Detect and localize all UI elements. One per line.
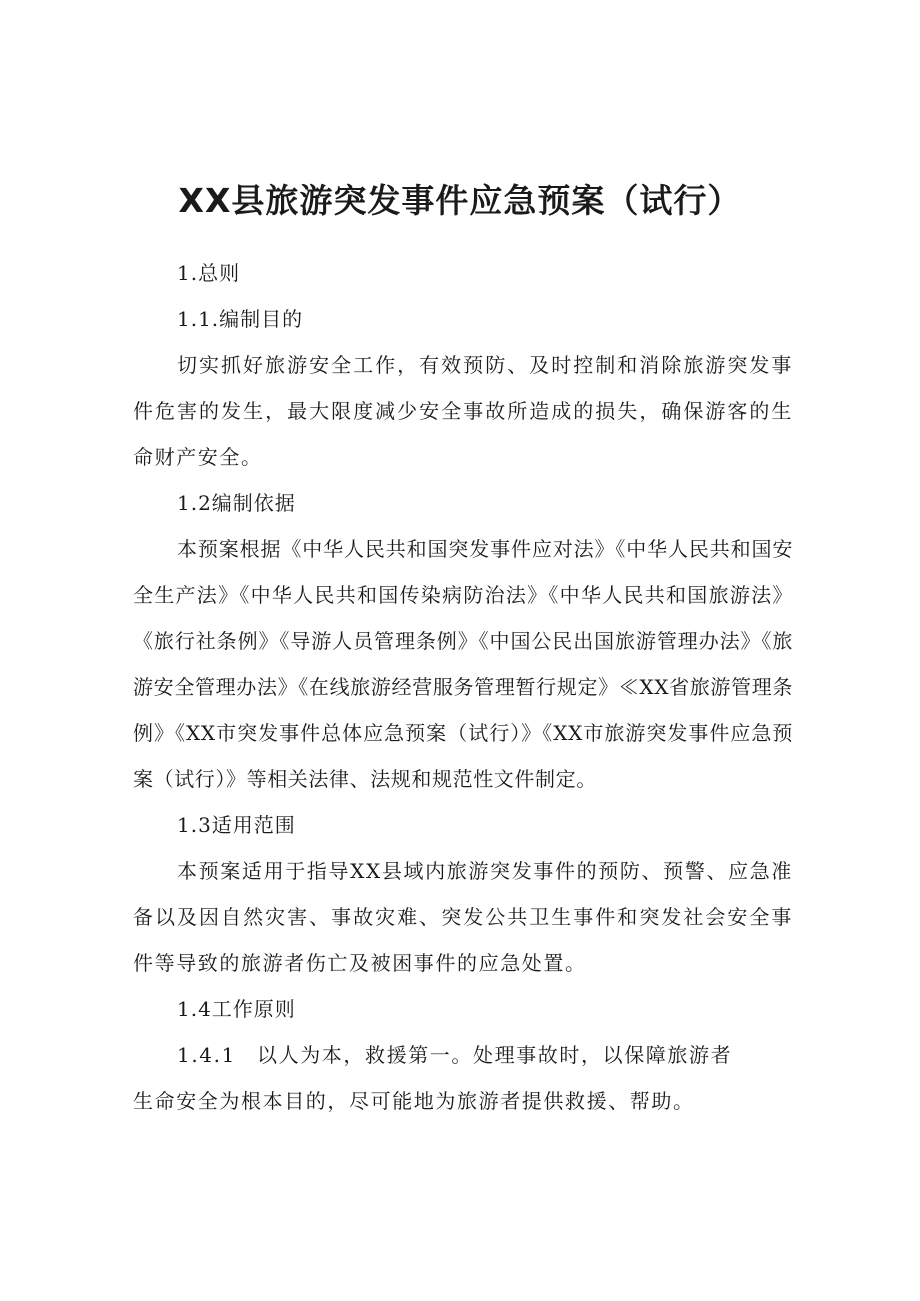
- section-heading-scope: 1.3适用范围: [177, 813, 296, 837]
- basis-paragraph: 本预案根据《中华人民共和国突发事件应对法》《中华人民共和国安全生产法》《中华人民共和国传染病防治法》《中华人民共和国旅游法》《旅行社条例》《导游人员管理条例》《中国公民出国旅游管理办法》《旅游安全管理办法》《在线旅游经营服务管理暂行规定》≪XX省旅游管理条例》《XX市突发事件总体应急预案（试行）》《XX市旅游突发事件应急预案（试行）》等相关法律、法规和规范性文件制定。: [133, 537, 793, 791]
- scope-paragraph: 本预案适用于指导XX县域内旅游突发事件的预防、预警、应急准备以及因自然灾害、事故灾难、突发公共卫生事件和突发社会安全事件等导致的旅游者伤亡及被困事件的应急处置。: [133, 859, 793, 975]
- section-heading-principles: 1.4工作原则: [177, 997, 296, 1021]
- principle-number: 1.4.1: [177, 1043, 236, 1067]
- section-heading-purpose: 1.1.编制目的: [177, 307, 304, 331]
- principle-text: 以人为本，救援第一。处理事故时，以保障旅游者生命安全为根本目的，尽可能地为旅游者提供救援、帮助。: [133, 1043, 733, 1113]
- document-title: XX县旅游突发事件应急预案（试行）: [178, 181, 742, 220]
- section-heading-general: 1.总则: [177, 261, 241, 285]
- principle-item: [133, 1032, 733, 1124]
- section-heading-basis: 1.2编制依据: [177, 491, 296, 515]
- document-body: [133, 250, 793, 1124]
- purpose-paragraph: 切实抓好旅游安全工作，有效预防、及时控制和消除旅游突发事件危害的发生，最大限度减少安全事故所造成的损失，确保游客的生命财产安全。: [133, 353, 793, 469]
